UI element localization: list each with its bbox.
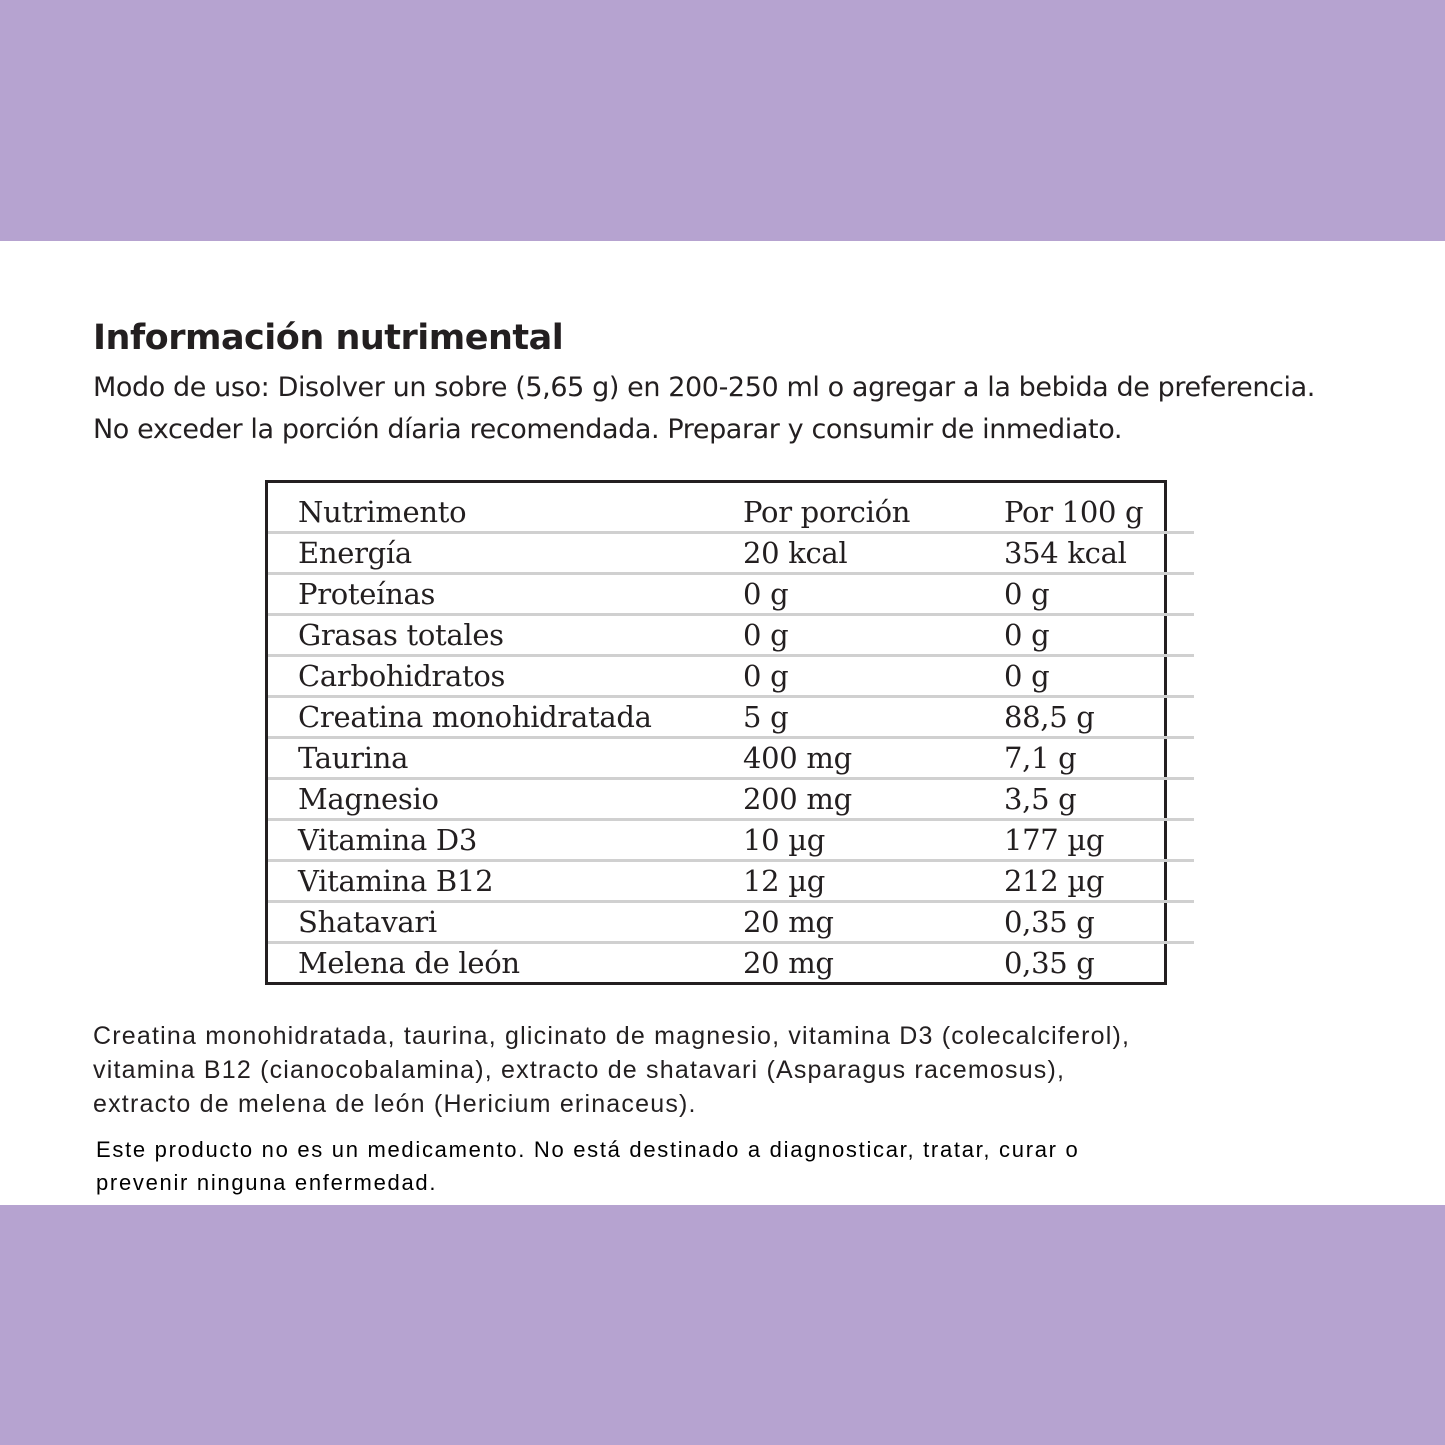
table-row [268, 902, 1194, 943]
per-100g-value: 0 g [1004, 659, 1050, 693]
table-row [268, 656, 1194, 697]
column-header-per-serving: Por porción [743, 495, 911, 529]
nutrient-name: Proteínas [298, 577, 436, 611]
ingredients-line: Creatina monohidratada, taurina, glicinato de magnesio, vitamina D3 (colecalciferol), [93, 1022, 1131, 1050]
nutrient-name: Taurina [298, 741, 409, 775]
table-row [268, 697, 1194, 738]
table-row [268, 861, 1194, 902]
disclaimer-line: prevenir ninguna enfermedad. [96, 1170, 438, 1195]
per-serving-value: 20 kcal [743, 536, 848, 570]
per-serving-value: 5 g [743, 700, 789, 734]
per-serving-value: 0 g [743, 659, 789, 693]
nutrient-name: Shatavari [298, 905, 437, 939]
table-row [268, 820, 1194, 861]
per-serving-value: 12 µg [743, 864, 826, 898]
per-100g-value: 0 g [1004, 618, 1050, 652]
per-serving-value: 10 µg [743, 823, 826, 857]
nutrient-name: Vitamina D3 [298, 823, 478, 857]
per-serving-value: 0 g [743, 577, 789, 611]
per-serving-value: 20 mg [743, 946, 834, 980]
per-100g-value: 177 µg [1004, 823, 1105, 857]
nutrient-name: Energía [298, 536, 412, 570]
disclaimer [96, 1133, 1079, 1199]
per-100g-value: 3,5 g [1004, 782, 1077, 816]
per-100g-value: 0 g [1004, 577, 1050, 611]
page-title: Información nutrimental [93, 318, 564, 358]
nutrient-name: Vitamina B12 [298, 864, 494, 898]
per-100g-value: 88,5 g [1004, 700, 1095, 734]
disclaimer-line: Este producto no es un medicamento. No está destinado a diagnosticar, tratar, curar o [96, 1137, 1080, 1162]
ingredients-list [93, 1019, 1130, 1121]
bottom-color-band [0, 1205, 1445, 1445]
table-row [268, 615, 1194, 656]
nutrient-name: Grasas totales [298, 618, 504, 652]
table-row [268, 574, 1194, 615]
nutrient-name: Magnesio [298, 782, 439, 816]
nutrition-table [268, 483, 1194, 982]
table-header-row [268, 483, 1194, 533]
per-100g-value: 354 kcal [1004, 536, 1127, 570]
nutrient-name: Melena de león [298, 946, 520, 980]
top-color-band [0, 0, 1445, 241]
column-header-per-100g: Por 100 g [1004, 495, 1144, 529]
usage-instructions [93, 367, 1315, 451]
per-serving-value: 20 mg [743, 905, 834, 939]
column-header-nutrient: Nutrimento [298, 495, 467, 529]
per-serving-value: 0 g [743, 618, 789, 652]
per-serving-value: 200 mg [743, 782, 852, 816]
nutrition-table-frame [265, 480, 1167, 985]
table-row [268, 779, 1194, 820]
per-100g-value: 0,35 g [1004, 946, 1095, 980]
per-100g-value: 7,1 g [1004, 741, 1077, 775]
ingredients-line: vitamina B12 (cianocobalamina), extracto de shatavari (Asparagus racemosus), [93, 1056, 1066, 1084]
per-100g-value: 212 µg [1004, 864, 1105, 898]
per-serving-value: 400 mg [743, 741, 852, 775]
table-row [268, 943, 1194, 983]
nutrient-name: Creatina monohidratada [298, 700, 652, 734]
nutrient-name: Carbohidratos [298, 659, 506, 693]
usage-line: No exceder la porción díaria recomendada. Preparar y consumir de inmediato. [93, 414, 1123, 445]
table-row [268, 533, 1194, 574]
per-100g-value: 0,35 g [1004, 905, 1095, 939]
usage-line: Modo de uso: Disolver un sobre (5,65 g) en 200-250 ml o agregar a la bebida de preferencia. [93, 372, 1315, 403]
table-row [268, 738, 1194, 779]
ingredients-line: extracto de melena de león (Hericium erinaceus). [93, 1090, 697, 1118]
nutrition-table-body [268, 533, 1194, 983]
